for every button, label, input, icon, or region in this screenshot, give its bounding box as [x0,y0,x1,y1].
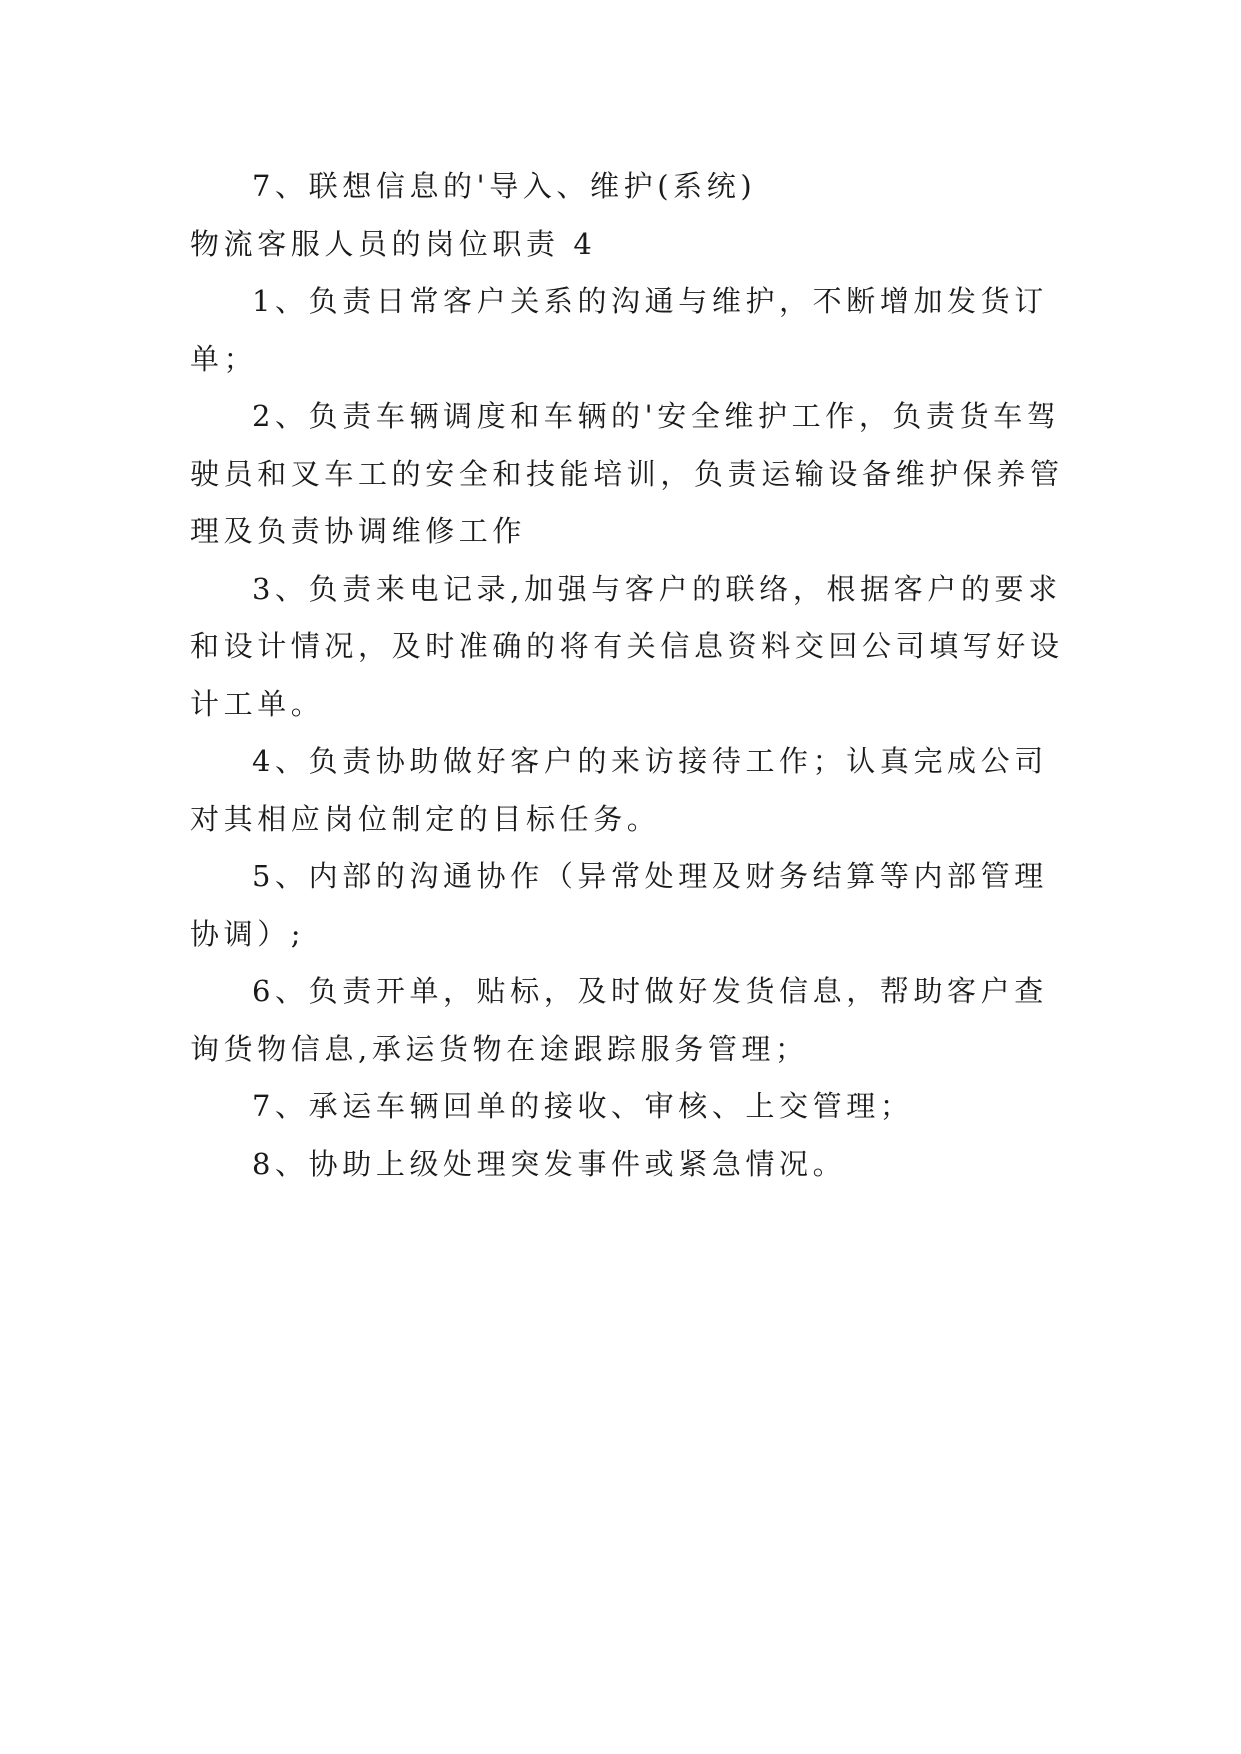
paragraph-line: 7、承运车辆回单的接收、审核、上交管理； [252,1089,914,1123]
document-page [190,158,1064,1193]
paragraph-line: 5、内部的沟通协作（异常处理及财务结算等内部管理 [252,859,1048,893]
paragraph-line: 8、协助上级处理突发事件或紧急情况。 [252,1146,847,1181]
section-heading: 物流客服人员的岗位职责 4 [190,226,597,261]
paragraph-line: 3、负责来电记录,加强与客户的联络，根据客户的要求 [252,571,1062,606]
paragraph-line: 1、负责日常客户关系的沟通与维护，不断增加发货订 [252,284,1048,318]
paragraph-line: 6、负责开单，贴标，及时做好发货信息，帮助客户查 [252,974,1048,1008]
paragraph-line: 协调）; [190,916,306,951]
paragraph-line: 7、联想信息的'导入、维护(系统) [252,169,757,203]
paragraph-line: 对其相应岗位制定的目标任务。 [190,801,661,836]
paragraph-line: 4、负责协助做好客户的来访接待工作；认真完成公司 [252,744,1048,778]
paragraph-line: 理及负责协调维修工作 [190,514,527,548]
paragraph-line: 2、负责车辆调度和车辆的'安全维护工作，负责货车驾 [252,399,1061,433]
paragraph-line: 单； [190,341,258,376]
paragraph-line: 询货物信息,承运货物在途跟踪服务管理； [190,1031,809,1066]
paragraph-line: 驶员和叉车工的安全和技能培训，负责运输设备维护保养管 [190,456,1064,491]
paragraph-line: 和设计情况，及时准确的将有关信息资料交回公司填写好设 [190,629,1064,663]
paragraph-line: 计工单。 [190,686,325,721]
